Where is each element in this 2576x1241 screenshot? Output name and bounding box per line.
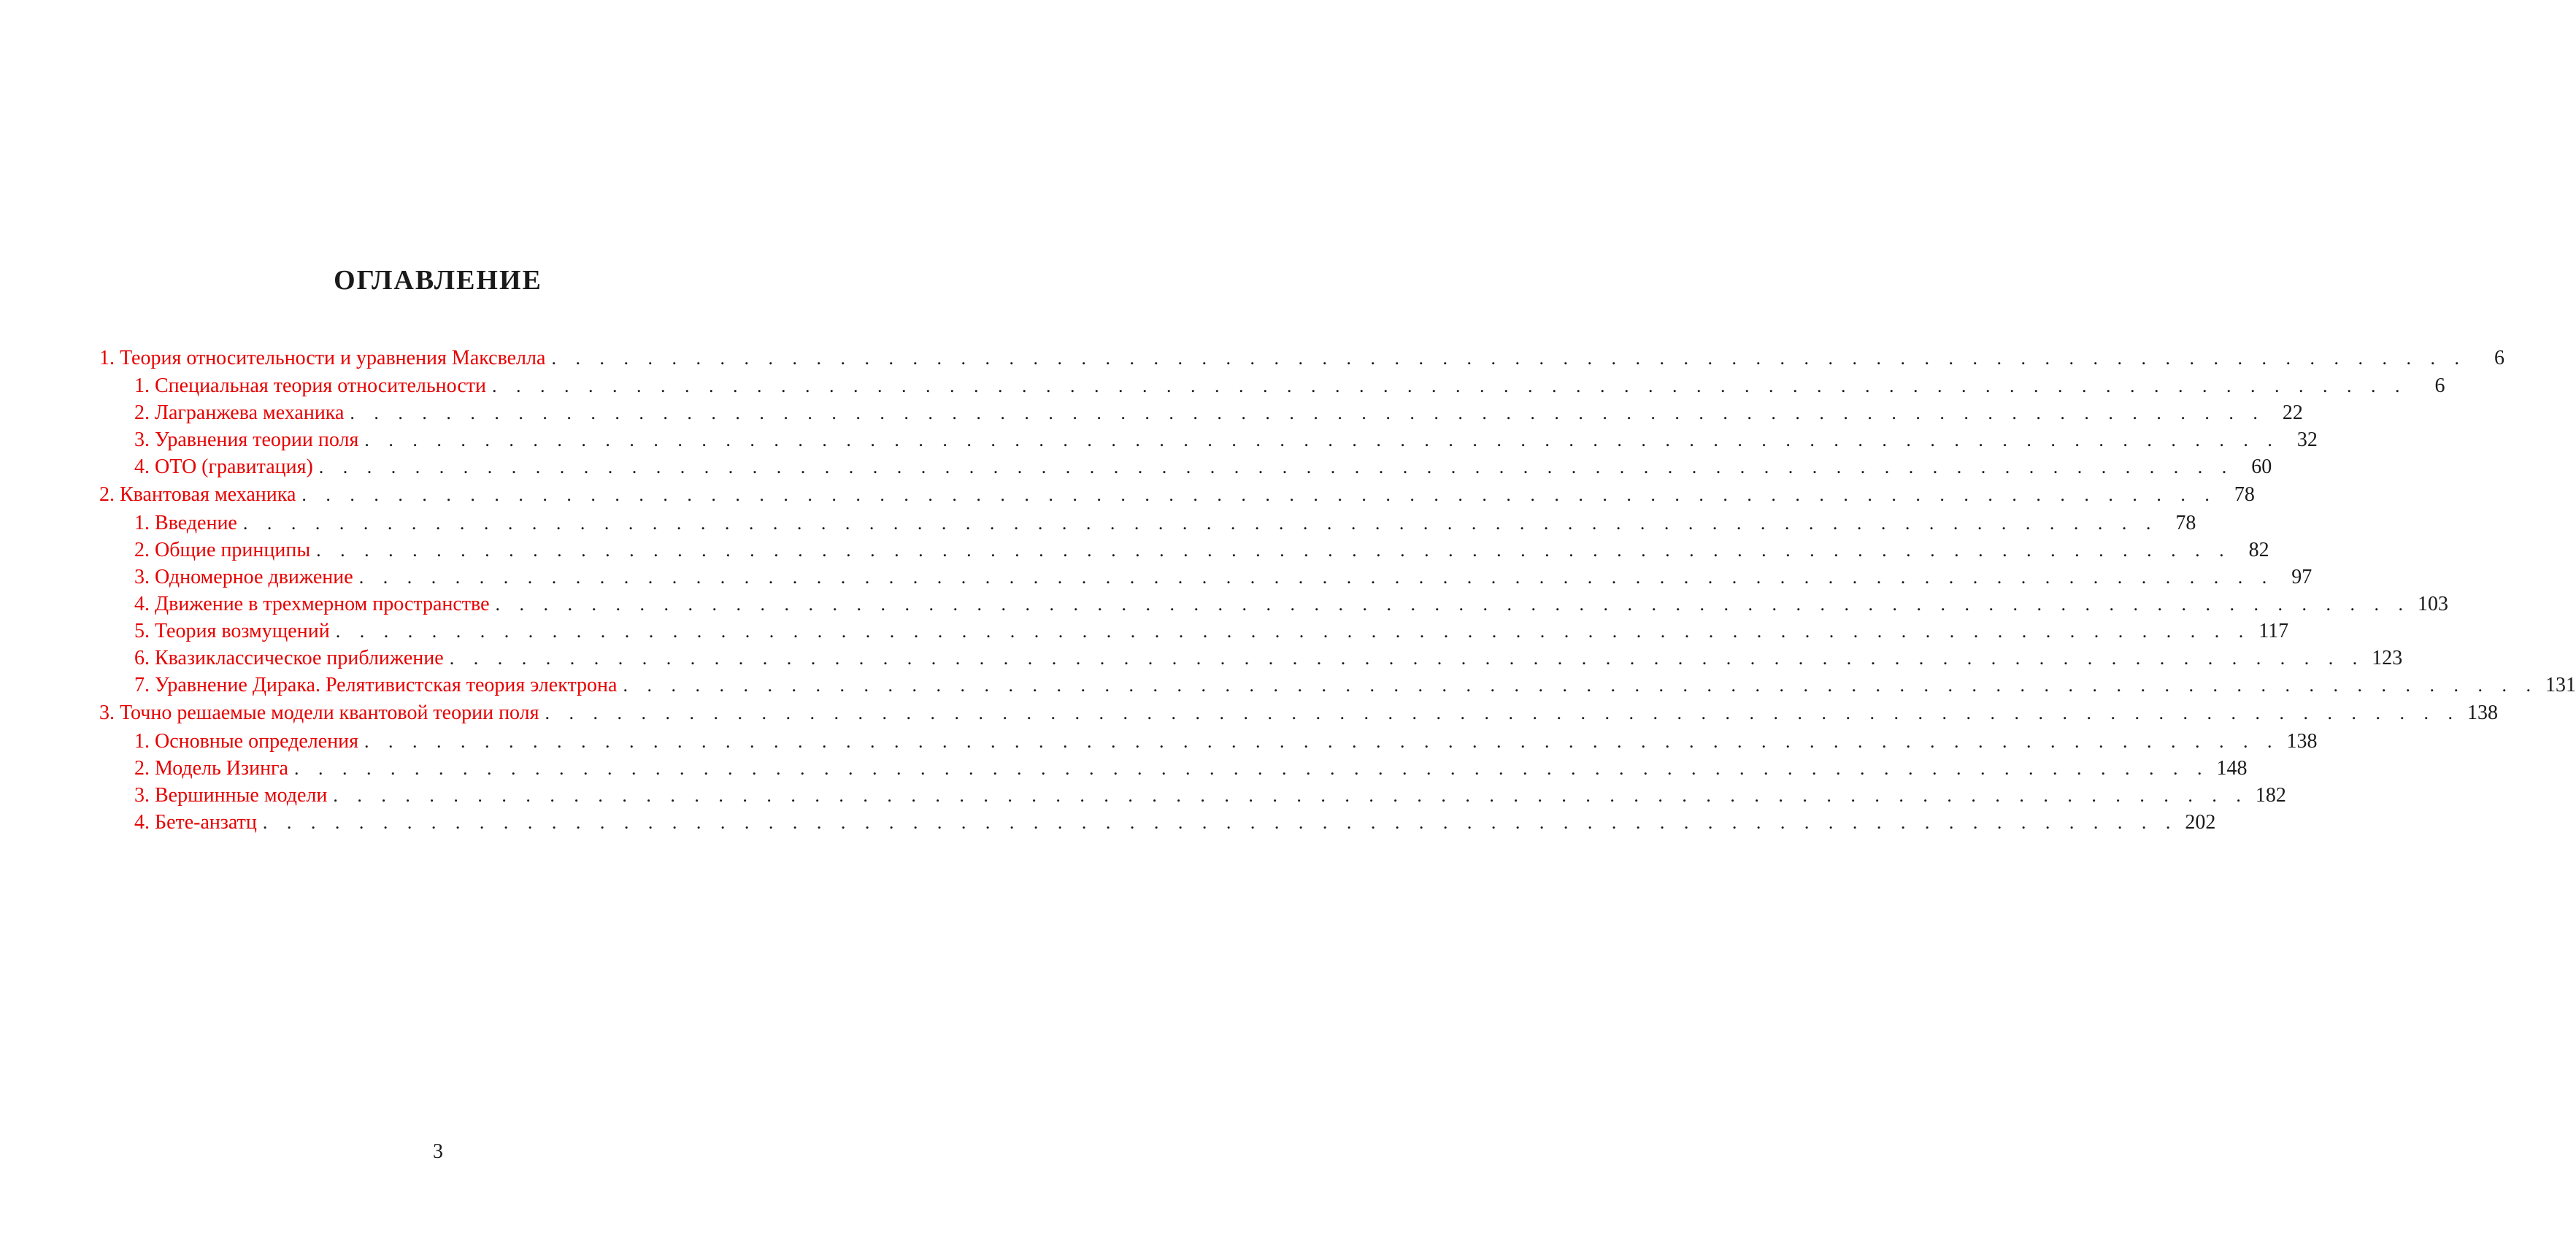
toc-page-number: 6 — [2494, 347, 2504, 369]
toc-entry-label[interactable]: 3. Вершинные модели — [134, 784, 328, 807]
toc-entry-section[interactable] — [99, 537, 2269, 564]
page-number: 3 — [433, 1140, 443, 1163]
toc-entry-label[interactable]: 2. Лагранжева механика — [134, 402, 345, 424]
toc-dot-leader: . . . . . . . . . . . . . . . . . . . . . . . . . . . . . . . . . . . . . . . . . . . . . . . . . . . . . . . . . . . . . . . . . . . . . . . . . . . . . . . . — [364, 731, 2280, 752]
toc-dot-leader: . . . . . . . . . . . . . . . . . . . . . . . . . . . . . . . . . . . . . . . . . . . . . . . . . . . . . . . . . . . . . . . . . . . . . . . . . . . . . . . . — [495, 593, 2411, 615]
toc-entry-label[interactable]: 2. Модель Изинга — [134, 757, 288, 780]
toc-page-number: 117 — [2258, 620, 2289, 642]
toc-dot-leader: . . . . . . . . . . . . . . . . . . . . . . . . . . . . . . . . . . . . . . . . . . . . . . . . . . . . . . . . . . . . . . . . . . . . . . . . . . . . . . . . — [449, 648, 2365, 669]
toc-entry-label[interactable]: 1. Введение — [134, 512, 237, 534]
toc-entry-label[interactable]: 1. Основные определения — [134, 730, 359, 753]
toc-page-number: 148 — [2216, 757, 2248, 780]
toc-entry-section[interactable] — [99, 755, 2248, 782]
toc-dot-leader: . . . . . . . . . . . . . . . . . . . . . . . . . . . . . . . . . . . . . . . . . . . . . . . . . . . . . . . . . . . . . . . . . . . . . . . . . . . . . . . . — [350, 402, 2265, 423]
toc-dot-leader: . . . . . . . . . . . . . . . . . . . . . . . . . . . . . . . . . . . . . . . . . . . . . . . . . . . . . . . . . . . . . . . . . . . . . . . . . . . . . . . . — [492, 375, 2407, 396]
table-of-contents — [99, 345, 2576, 836]
toc-page-number: 123 — [2372, 647, 2403, 669]
toc-entry-chapter-3[interactable] — [99, 699, 2499, 728]
toc-page-number: 78 — [2234, 483, 2255, 506]
toc-dot-leader: . . . . . . . . . . . . . . . . . . . . . . . . . . . . . . . . . . . . . . . . . . . . . . . . . . . . . . . . . . . . . . . . . . . . . . . . . . . . . . . . — [333, 785, 2248, 806]
toc-entry-section[interactable] — [99, 809, 2216, 836]
toc-page-number: 182 — [2255, 784, 2286, 807]
toc-dot-leader: . . . . . . . . . . . . . . . . . . . . . . . . . . . . . . . . . . . . . . . . . . . . . . . . . . . . . . . . . . . . . . . . . . . . . . . . . . . . . . . . — [293, 758, 2210, 779]
toc-entry-label[interactable]: 3. Точно решаемые модели квантовой теории поля — [99, 702, 539, 724]
toc-dot-leader: . . . . . . . . . . . . . . . . . . . . . . . . . . . . . . . . . . . . . . . . . . . . . . . . . . . . . . . . . . . . . . . . . . . . . . . . . . . . . . . . — [301, 484, 2217, 505]
toc-entry-chapter-2[interactable] — [99, 480, 2255, 510]
toc-page-number: 103 — [2418, 593, 2449, 615]
toc-entry-chapter-1[interactable] — [99, 345, 2504, 372]
toc-entry-label[interactable]: 4. ОТО (гравитация) — [134, 456, 313, 478]
toc-entry-label[interactable]: 6. Квазиклассическое приближение — [134, 647, 444, 669]
toc-dot-leader: . . . . . . . . . . . . . . . . . . . . . . . . . . . . . . . . . . . . . . . . . . . . . . . . . . . . . . . . . . . . . . . . . . . . . . . . . . . . . . . . — [335, 620, 2251, 642]
toc-page-number: 202 — [2185, 811, 2216, 834]
toc-title: ОГЛАВЛЕНИЕ — [334, 265, 542, 296]
toc-entry-label[interactable]: 3. Одномерное движение — [134, 566, 353, 588]
toc-dot-leader: . . . . . . . . . . . . . . . . . . . . . . . . . . . . . . . . . . . . . . . . . . . . . . . . . . . . . . . . . . . . . . . . . . . . . . . . . . . . . . . . — [358, 566, 2275, 588]
toc-page-number: 78 — [2175, 512, 2196, 534]
toc-dot-leader: . . . . . . . . . . . . . . . . . . . . . . . . . . . . . . . . . . . . . . . . . . . . . . . . . . . . . . . . . . . . . . . . . . . . . . . . . . . . . . . . — [551, 347, 2467, 369]
toc-entry-section[interactable] — [99, 782, 2286, 809]
toc-dot-leader: . . . . . . . . . . . . . . . . . . . . . . . . . . . . . . . . . . . . . . . . . . . . . . . . . . . . . . . . . . . . . . . . . . . . . . . . . . . . . . . . — [623, 675, 2538, 696]
toc-dot-leader: . . . . . . . . . . . . . . . . . . . . . . . . . . . . . . . . . . . . . . . . . . . . . . . . . . . . . . . . . . . . . . . . . . . . . . . . . . . . . . . . — [364, 429, 2280, 450]
toc-page-number: 32 — [2296, 429, 2318, 451]
toc-dot-leader: . . . . . . . . . . . . . . . . . . . . . . . . . . . . . . . . . . . . . . . . . . . . . . . . . . . . . . . . . . . . . . . . . . . . . . . . . . . . . . . . — [316, 539, 2231, 561]
toc-entry-label[interactable]: 1. Теория относительности и уравнения Максвелла — [99, 347, 546, 369]
toc-entry-section[interactable] — [99, 453, 2272, 480]
toc-page-number: 131 — [2545, 674, 2576, 696]
toc-page-number: 138 — [2467, 702, 2499, 724]
toc-page-number: 22 — [2282, 402, 2303, 424]
toc-page-number: 97 — [2291, 566, 2312, 588]
toc-entry-section[interactable] — [99, 399, 2303, 426]
toc-dot-leader: . . . . . . . . . . . . . . . . . . . . . . . . . . . . . . . . . . . . . . . . . . . . . . . . . . . . . . . . . . . . . . . . . . . . . . . . . . . . . . . . — [318, 456, 2234, 477]
toc-entry-label[interactable]: 4. Движение в трехмерном пространстве — [134, 593, 490, 615]
toc-entry-section[interactable] — [99, 672, 2576, 699]
toc-entry-section[interactable] — [99, 372, 2445, 399]
toc-entry-label[interactable]: 2. Общие принципы — [134, 539, 311, 561]
toc-entry-label[interactable]: 1. Специальная теория относительности — [134, 374, 486, 397]
toc-entry-section[interactable] — [99, 510, 2196, 537]
toc-dot-leader: . . . . . . . . . . . . . . . . . . . . . . . . . . . . . . . . . . . . . . . . . . . . . . . . . . . . . . . . . . . . . . . . . . . . . . . . . . . . . . . . — [262, 812, 2178, 833]
toc-page-number: 82 — [2248, 539, 2269, 561]
toc-page-number: 138 — [2286, 730, 2318, 753]
toc-entry-label[interactable]: 4. Бете-анзатц — [134, 811, 257, 834]
toc-entry-label[interactable]: 2. Квантовая механика — [99, 483, 296, 506]
toc-entry-section[interactable] — [99, 645, 2403, 672]
toc-entry-section[interactable] — [99, 564, 2312, 591]
toc-entry-label[interactable]: 7. Уравнение Дирака. Релятивистская теория электрона — [134, 674, 618, 696]
toc-entry-section[interactable] — [99, 591, 2449, 618]
toc-entry-label[interactable]: 5. Теория возмущений — [134, 620, 330, 642]
toc-dot-leader: . . . . . . . . . . . . . . . . . . . . . . . . . . . . . . . . . . . . . . . . . . . . . . . . . . . . . . . . . . . . . . . . . . . . . . . . . . . . . . . . — [242, 512, 2158, 534]
toc-entry-section[interactable] — [99, 426, 2318, 453]
toc-entry-section[interactable] — [99, 728, 2318, 755]
toc-entry-label[interactable]: 3. Уравнения теории поля — [134, 429, 359, 451]
toc-page-number: 60 — [2251, 456, 2272, 478]
toc-page-number: 6 — [2434, 374, 2445, 397]
toc-dot-leader: . . . . . . . . . . . . . . . . . . . . . . . . . . . . . . . . . . . . . . . . . . . . . . . . . . . . . . . . . . . . . . . . . . . . . . . . . . . . . . . . — [545, 702, 2461, 723]
toc-entry-section[interactable] — [99, 618, 2289, 645]
